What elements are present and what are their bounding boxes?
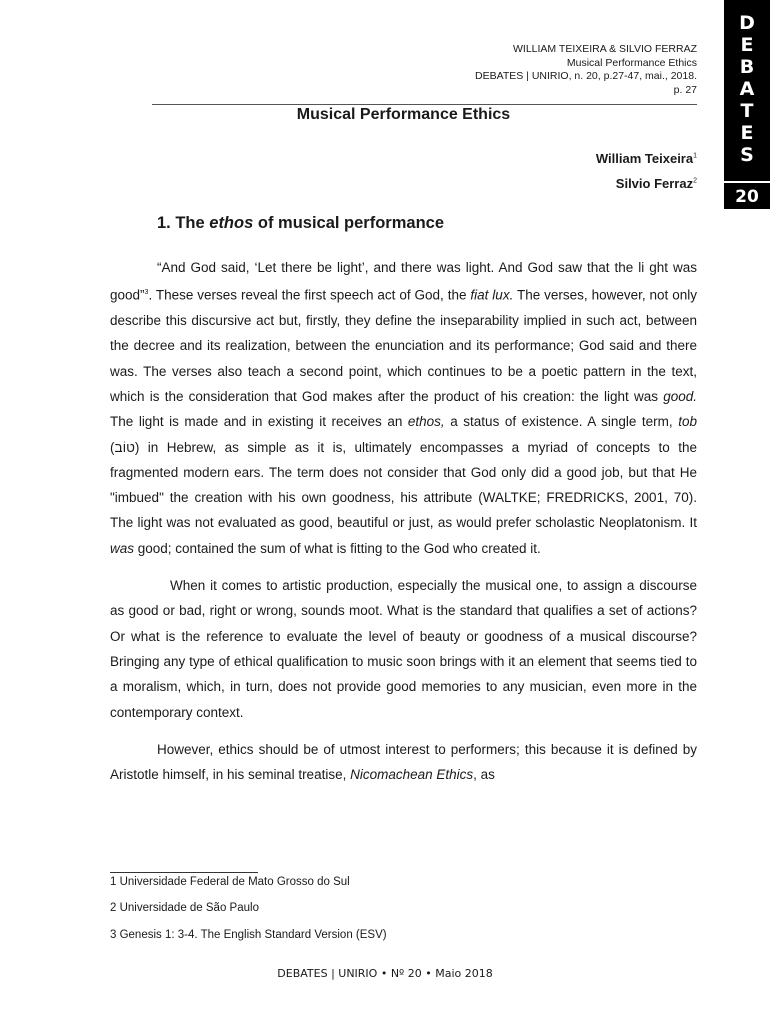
side-tab-letter: D	[739, 12, 755, 34]
page-footer: DEBATES | UNIRIO • Nº 20 • Maio 2018	[277, 967, 493, 980]
side-tab-letter: A	[739, 78, 755, 100]
footnote-rule	[110, 872, 258, 873]
author-note-ref[interactable]: 1	[693, 152, 697, 160]
author-ferraz	[616, 176, 697, 191]
running-head-authors: WILLIAM TEIXEIRA & SILVIO FERRAZ	[513, 43, 697, 55]
journal-side-tab	[724, 0, 770, 183]
author-name: William Teixeira	[595, 151, 694, 166]
side-tab-letter: S	[740, 144, 754, 166]
paragraph-3: However, ethics should be of utmost interest to performers; this because it is defined by Aristotle himself, in his seminal treatise, Nicomachean Ethics, as	[110, 741, 697, 783]
running-head-title: Musical Performance Ethics	[566, 56, 697, 69]
issue-number-tab: 20	[724, 181, 770, 209]
running-head	[475, 43, 697, 97]
paragraph-2: When it comes to artistic production, especially the musical one, to assign a discourse as good or bad, right or wrong, sounds moot. What is the standard that qualifies a set of actions? Or what is the reference to evaluate the level of beauty or goodness of a musical discourse? Bringing any type of ethical qualification to music soon brings with it an element that seems tied to a moralism, which, in turn, does not provide good memories to any musician, even more in the contemporary context.	[110, 578, 697, 720]
header-rule	[152, 104, 697, 105]
article-title: Musical Performance Ethics	[296, 106, 511, 123]
side-tab-letter: B	[739, 56, 755, 78]
side-tab-letter: E	[740, 122, 754, 144]
footnote-2: 2 Universidade de São Paulo	[110, 902, 259, 914]
side-tab-letter: T	[740, 100, 754, 122]
author-teixeira	[596, 151, 697, 166]
footnote-ref-3[interactable]: 3	[144, 289, 149, 297]
running-head-page: p. 27	[673, 83, 697, 96]
article-body	[110, 255, 697, 799]
side-tab-letter: E	[740, 34, 754, 56]
paragraph-1: “And God said, ‘Let there be light’, and there was light. And God saw that the li ght was good”$^3$. These verses reveal the first speech act of God, the fiat lux. The verses, however, not only describe this discursive act but, firstly, they define the inseparability implied in such act, between the decree and its realization, between the enunciation and its performance; God said and there was. The verses also teach a second point, which continues to be a poetic pattern in the text, which is the consideration that God makes after the product of his creation: the light was good. The light is made and in existing it receives an ethos, a status of existence. A single term, tob (טוֹב) in Hebrew, as simple as it is, ultimately encompasses a myriad of concepts to the fragmented modern ears. The term does not consider that God only did a good job, but that He "imbued" the creation with his own goodness, his attribute (WALTKE; FREDRICKS, 2001, 70). The light was not evaluated as good, beautiful or just, as would prefer scholastic Neoplatonism. It was good; contained the sum of what is fitting to the God who created it.	[110, 260, 697, 556]
author-name: Silvio Ferraz	[615, 176, 694, 191]
footnote-3: 3 Genesis 1: 3-4. The English Standard Version (ESV)	[110, 929, 387, 941]
running-head-citation: DEBATES | UNIRIO, n. 20, p.27-47, mai., 2018.	[475, 70, 697, 82]
section-heading: 1. The ethos of musical performance	[157, 214, 445, 232]
footnote-1: 1 Universidade Federal de Mato Grosso do Sul	[110, 876, 350, 888]
author-note-ref[interactable]: 2	[693, 177, 697, 185]
